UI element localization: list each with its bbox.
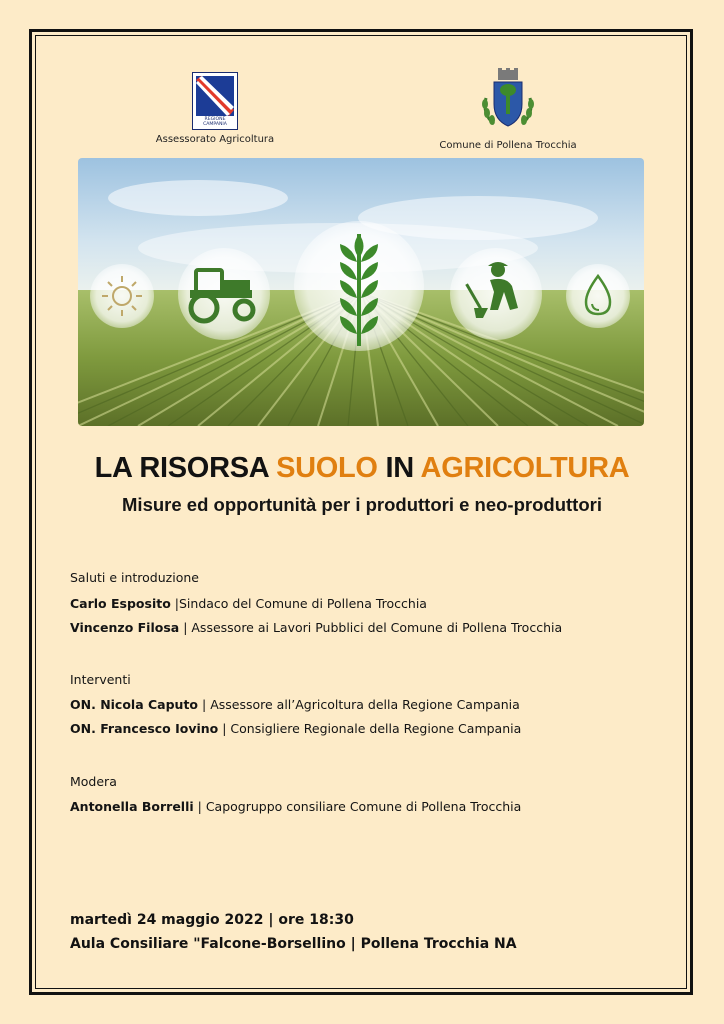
farmer-shovel-icon: [450, 248, 542, 340]
speaker-name: Vincenzo Filosa: [70, 620, 180, 635]
tractor-icon: [178, 248, 270, 340]
speaker-line: [70, 721, 521, 736]
section-heading-saluti: Saluti e introduzione: [70, 570, 199, 585]
title-part-1: LA RISORSA: [94, 452, 277, 484]
event-venue: Aula Consiliare "Falcone-Borsellino | Pollena Trocchia NA: [70, 936, 517, 952]
event-subtitle: Misure ed opportunità per i produttori e neo-produttori: [122, 494, 602, 515]
comune-logo-block: [430, 68, 586, 151]
speaker-role: | Consigliere Regionale della Regione Campania: [218, 721, 522, 736]
left-logo-caption: Assessorato Agricoltura: [155, 134, 275, 145]
sun-icon: [90, 264, 154, 328]
speaker-line: [70, 799, 521, 814]
comune-crest-icon: [476, 68, 540, 132]
title-part-3: IN: [377, 452, 421, 484]
speaker-role: | Assessore ai Lavori Pubblici del Comune di Pollena Trocchia: [179, 620, 563, 635]
right-logo-caption: Comune di Pollena Trocchia: [439, 140, 577, 151]
event-title: [0, 452, 724, 485]
section-heading-interventi: Interventi: [70, 672, 131, 687]
title-accent-agricoltura: AGRICOLTURA: [420, 452, 630, 484]
hero-field-image: [78, 158, 644, 426]
speaker-role: | Capogruppo consiliare Comune di Pollena Trocchia: [193, 799, 522, 814]
wheat-icon: [294, 221, 424, 351]
speaker-role: |Sindaco del Comune di Pollena Trocchia: [170, 596, 427, 611]
regione-campania-emblem: [192, 72, 238, 130]
event-date-time: martedì 24 maggio 2022 | ore 18:30: [70, 912, 354, 928]
speaker-name: ON. Nicola Caputo: [70, 697, 199, 712]
emblem-text: REGIONE CAMPANIA: [203, 117, 227, 127]
speaker-line: [70, 697, 520, 712]
regione-campania-logo-block: [150, 72, 280, 145]
speaker-name: ON. Francesco Iovino: [70, 721, 219, 736]
speaker-name: Carlo Esposito: [70, 596, 171, 611]
title-accent-suolo: SUOLO: [276, 452, 378, 484]
speaker-name: Antonella Borrelli: [70, 799, 194, 814]
emblem-field: [196, 76, 234, 116]
speaker-line: [70, 620, 562, 635]
speaker-role: | Assessore all’Agricoltura della Regione Campania: [198, 697, 520, 712]
speaker-line: [70, 596, 427, 611]
water-drop-icon: [566, 264, 630, 328]
section-heading-modera: Modera: [70, 774, 117, 789]
